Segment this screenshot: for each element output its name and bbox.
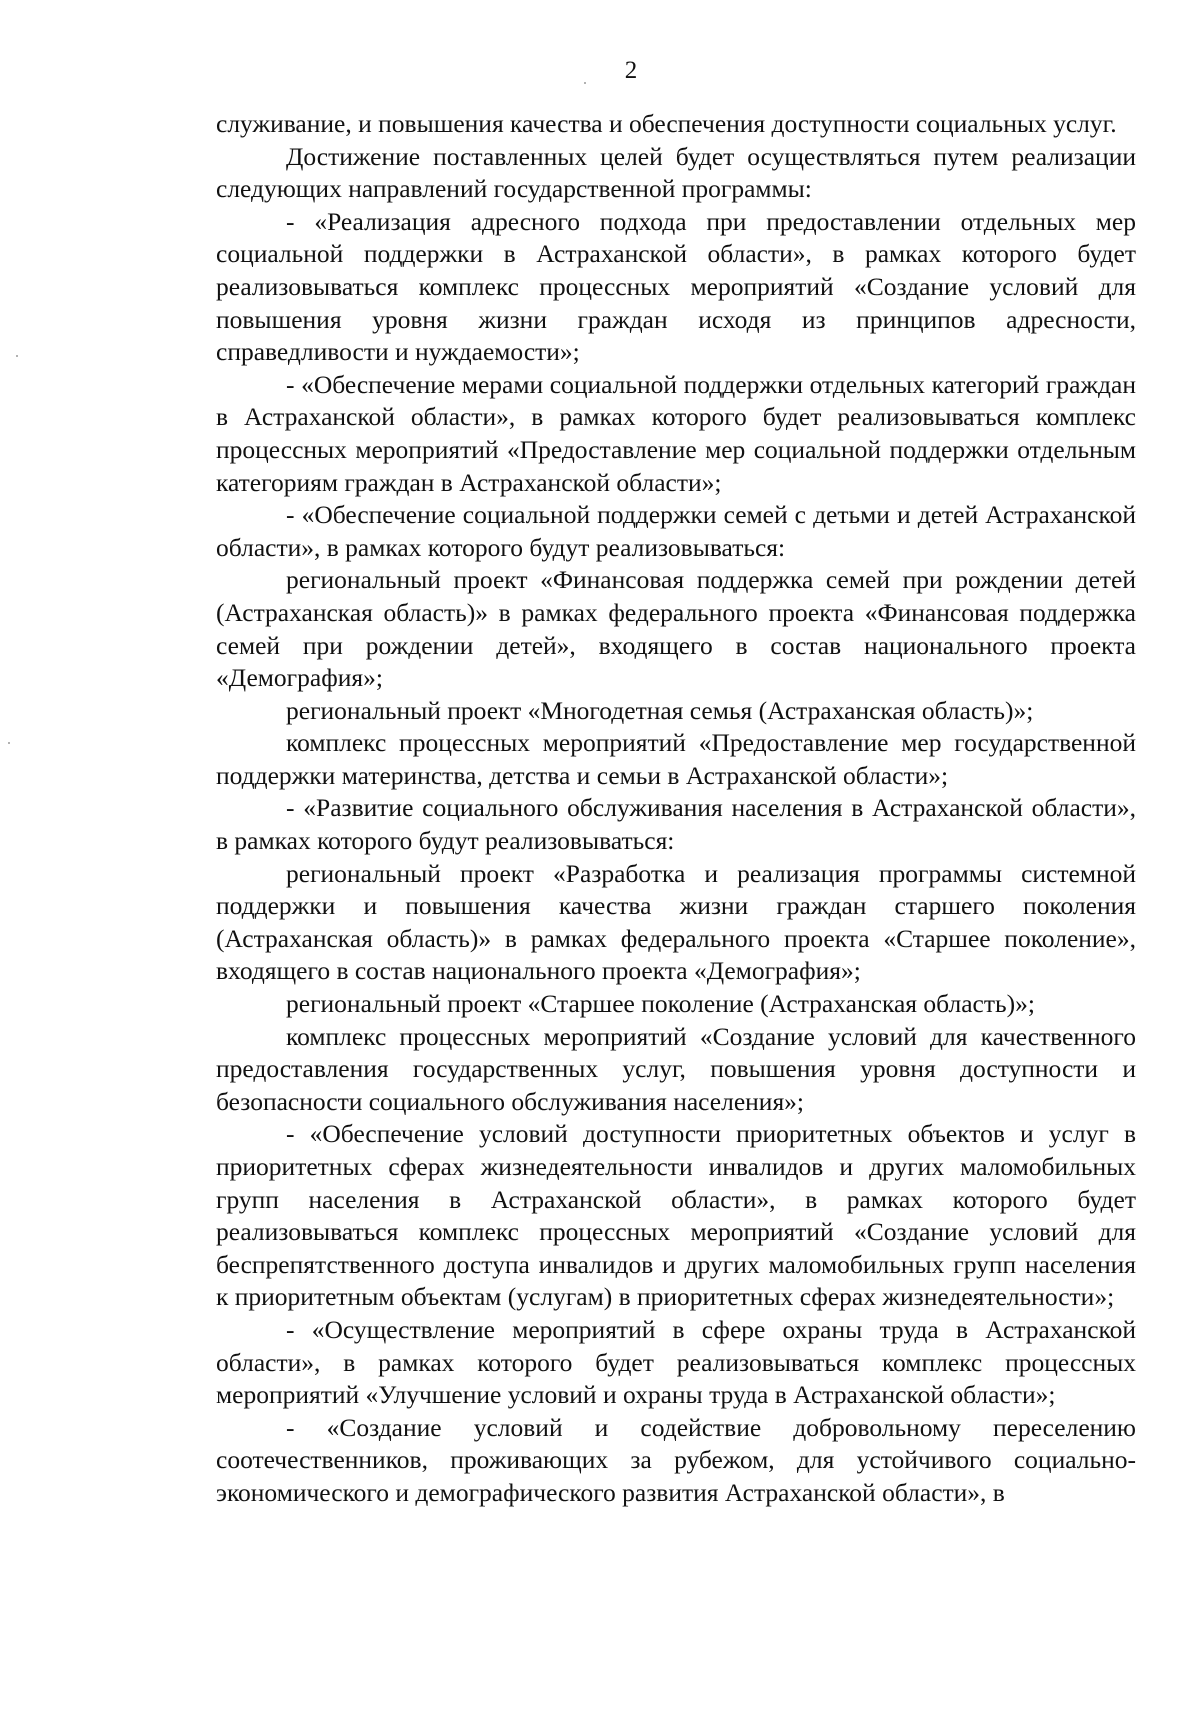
paragraph: - «Создание условий и содействие добровольному переселению соотечественников, проживающих за рубежом, для устойчивого социально-экономического и демографического развития Астраханской области», в	[216, 1412, 1136, 1507]
paragraph: комплекс процессных мероприятий «Создание условий для качественного предоставления государственных услуг, повышения уровня доступности и безопасности социального обслуживания населения»;	[216, 1021, 1136, 1116]
paragraph: региональный проект «Разработка и реализация программы системной поддержки и повышения качества жизни граждан старшего поколения (Астраханская область)» в рамках федерального проекта «Старшее поколение», входящего в состав национального проекта «Демография»;	[216, 858, 1136, 986]
paragraph: - «Обеспечение социальной поддержки семей с детьми и детей Астраханской области», в рамках которого будут реализовываться:	[216, 500, 1136, 562]
document-body	[216, 108, 1136, 1510]
paragraph: - «Обеспечение условий доступности приоритетных объектов и услуг в приоритетных сферах жизнедеятельности инвалидов и других маломобильных групп населения в Астраханской области», в рамках которого будет реализовываться комплекс процессных мероприятий «Создание условий для беспрепятственного доступа инвалидов и других маломобильных групп населения к приоритетным объектам (услугам) в приоритетных сферах жизнедеятельности»;	[216, 1119, 1136, 1312]
paragraph: региональный проект «Старшее поколение (Астраханская область)»;	[286, 989, 1035, 1019]
paragraph: - «Обеспечение мерами социальной поддержки отдельных категорий граждан в Астраханской области», в рамках которого будет реализовываться комплекс процессных мероприятий «Предоставление мер социальной поддержки отдельным категориям граждан в Астраханской области»;	[216, 369, 1136, 497]
paragraph: служивание, и повышения качества и обеспечения доступности социальных услуг.	[216, 109, 1117, 138]
scan-speck	[8, 742, 10, 744]
paragraph: региональный проект «Финансовая поддержка семей при рождении детей (Астраханская область)» в рамках федерального проекта «Финансовая поддержка семей при рождении детей», входящего в состав национального проекта «Демография»;	[216, 565, 1136, 693]
paragraph: - «Развитие социального обслуживания населения в Астраханской области», в рамках которого будут реализовываться:	[216, 793, 1136, 856]
paragraph: комплекс процессных мероприятий «Предоставление мер государственной поддержки материнства, детства и семьи в Астраханской области»;	[216, 728, 1136, 790]
paragraph: - «Осуществление мероприятий в сфере охраны труда в Астраханской области», в рамках которого будет реализовываться комплекс процессных мероприятий «Улучшение условий и охраны труда в Астраханской области»;	[216, 1314, 1136, 1410]
paragraph: Достижение поставленных целей будет осуществляться путем реализации следующих направлений государственной программы:	[216, 141, 1136, 204]
page-number: 2	[624, 57, 638, 84]
paragraph: - «Реализация адресного подхода при предоставлении отдельных мер социальной поддержки в Астраханской области», в рамках которого будет реализовываться комплекс процессных мероприятий «Создание условий для повышения уровня жизни граждан исходя из принципов адресности, справедливости и нуждаемости»;	[216, 206, 1136, 367]
paragraph: региональный проект «Многодетная семья (Астраханская область)»;	[286, 695, 1034, 725]
scan-speck	[16, 355, 18, 357]
